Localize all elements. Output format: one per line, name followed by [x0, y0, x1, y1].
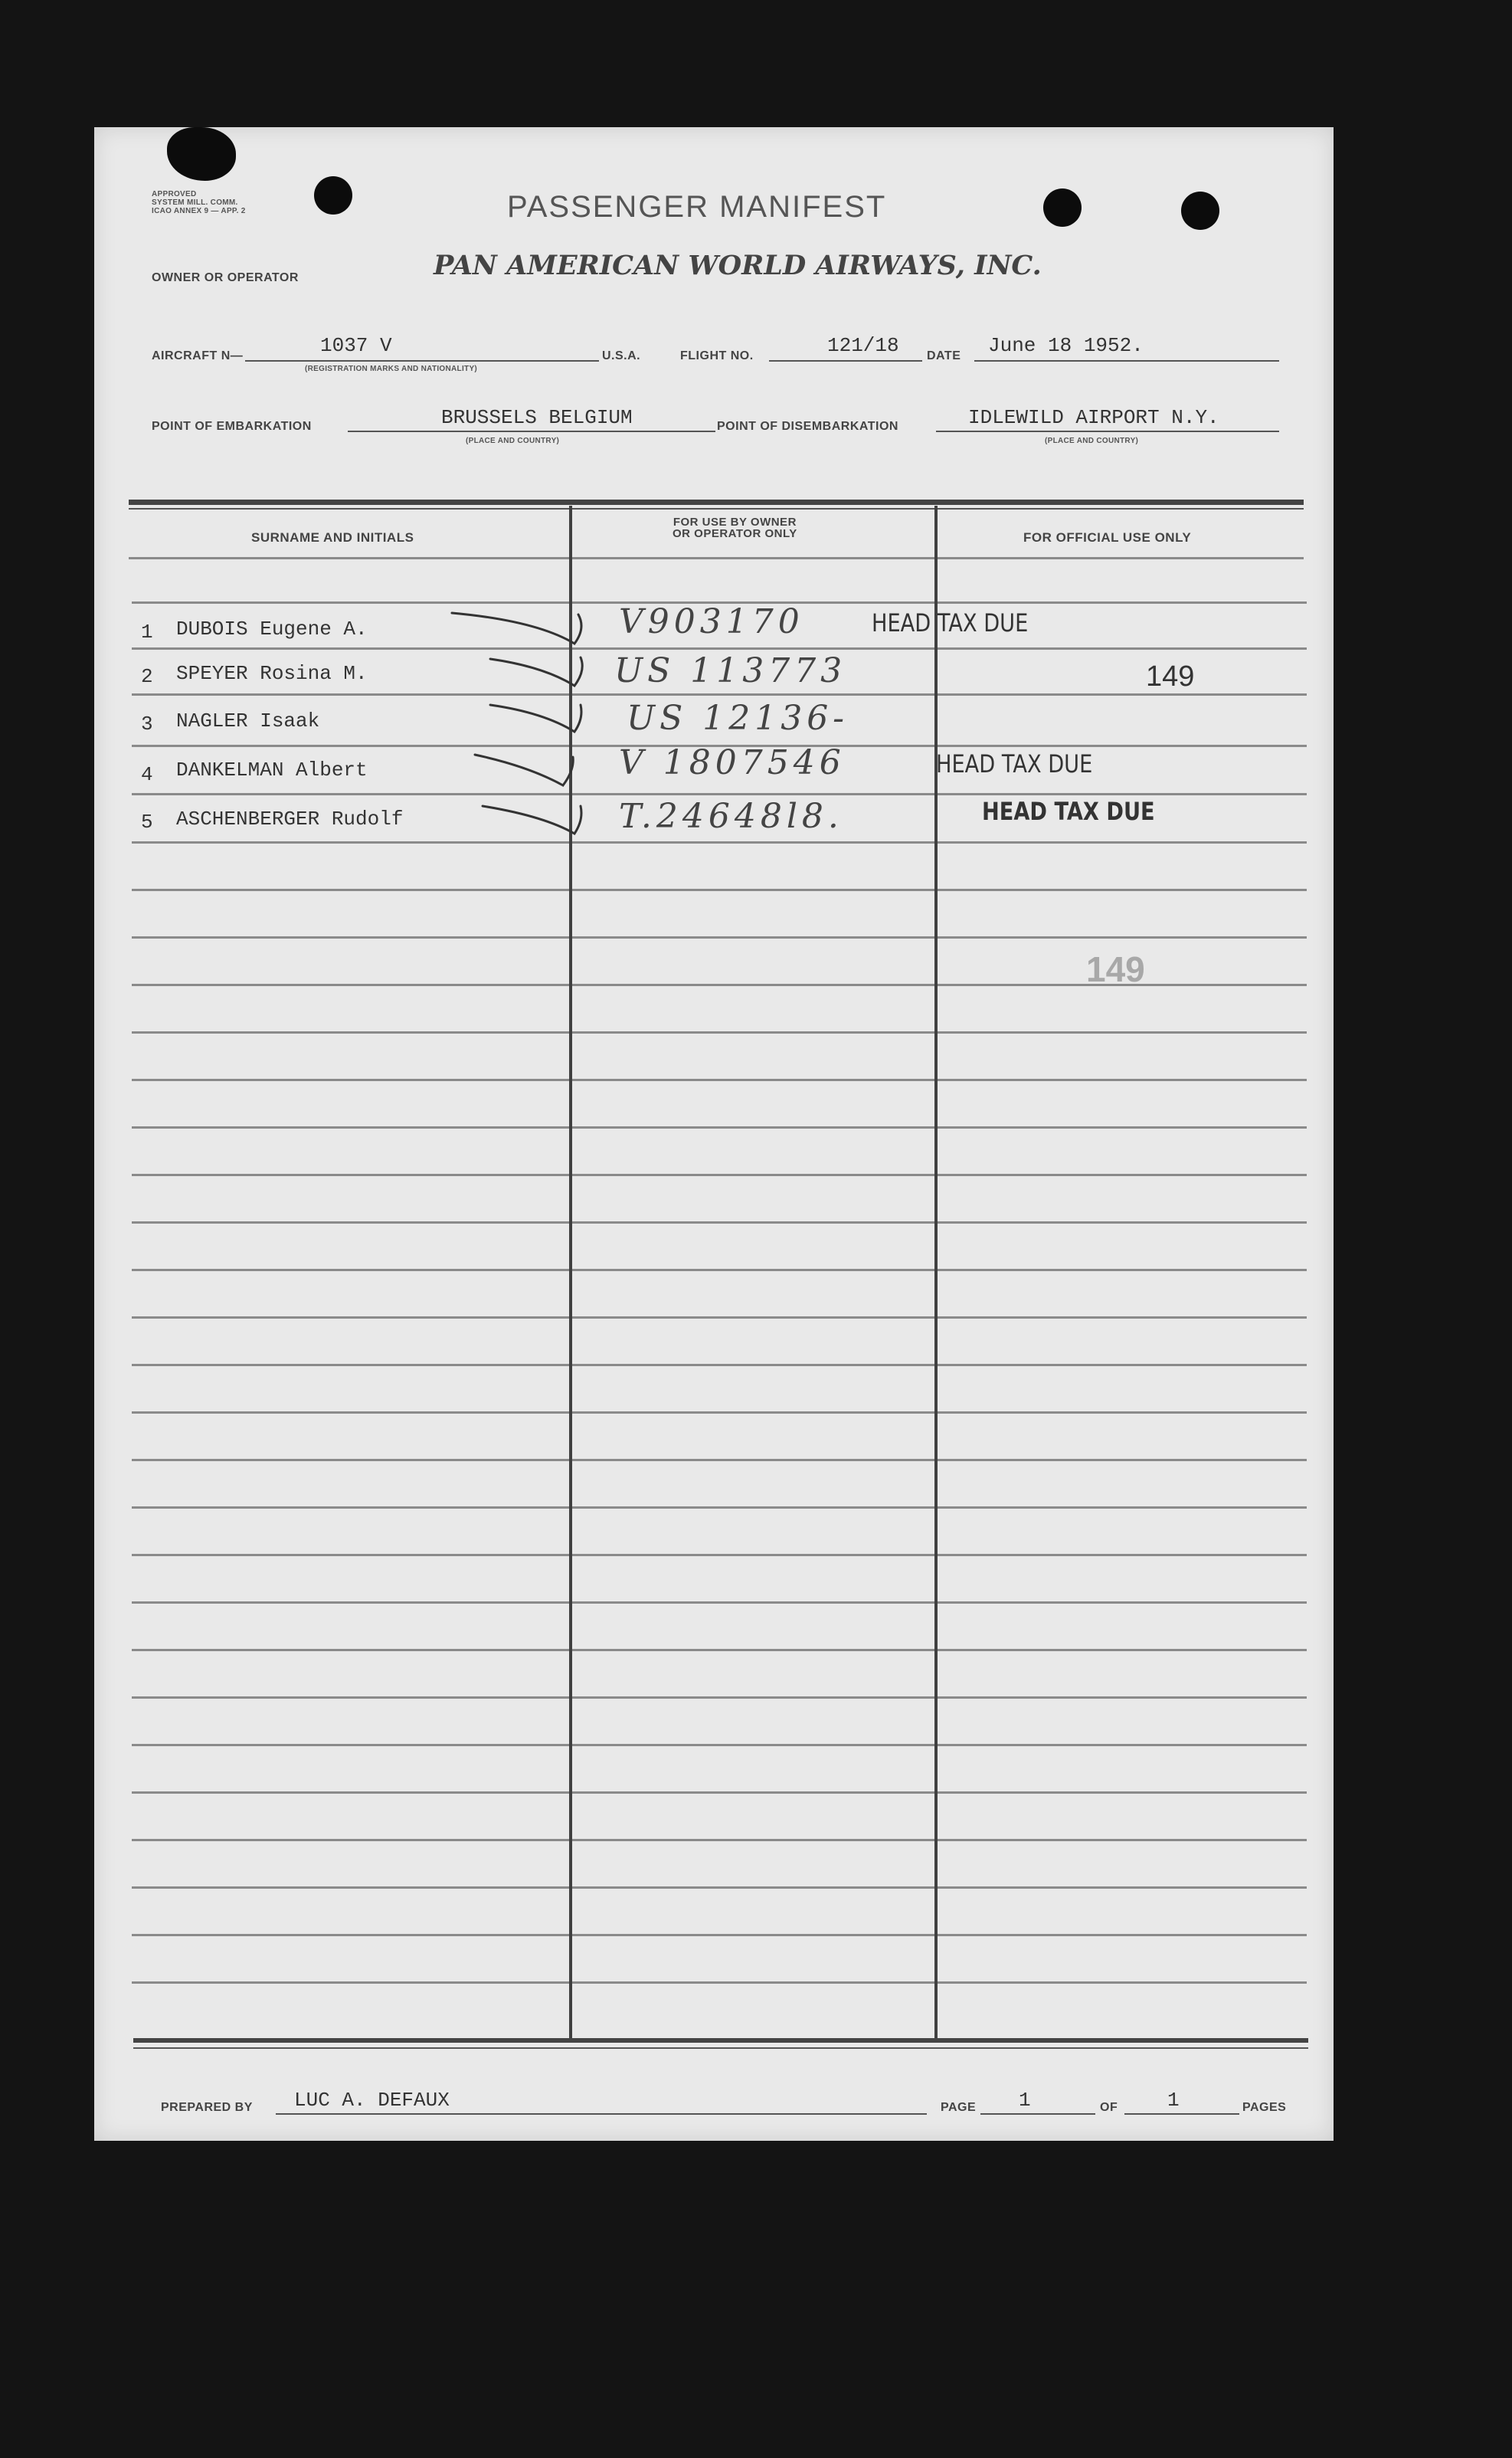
pages-label: PAGES	[1242, 2101, 1287, 2114]
prepared-line	[276, 2113, 927, 2115]
of-label: OF	[1100, 2101, 1118, 2114]
disembark-caption: (PLACE AND COUNTRY)	[1045, 437, 1139, 445]
operator-name: PAN AMERICAN WORLD AIRWAYS, INC.	[434, 250, 1042, 281]
row-number: 3	[141, 713, 153, 736]
row-number: 2	[141, 665, 153, 688]
ruled-line	[132, 793, 1307, 795]
col-header-official: FOR OFFICIAL USE ONLY	[1023, 530, 1192, 545]
official-note: HEAD TAX DUE	[936, 749, 1093, 778]
official-note: HEAD TAX DUE	[982, 797, 1155, 826]
embark-place: BRUSSELS BELGIUM	[441, 406, 633, 429]
ruled-line	[132, 1791, 1307, 1794]
page-label: PAGE	[941, 2101, 977, 2114]
country-label: U.S.A.	[602, 349, 641, 362]
ruled-line	[132, 1221, 1307, 1224]
ruled-line	[132, 1316, 1307, 1319]
ruled-line	[132, 693, 1307, 696]
ruled-line	[132, 1269, 1307, 1271]
col-header-surname: SURNAME AND INITIALS	[251, 530, 414, 545]
ruled-line	[132, 1554, 1307, 1556]
owner-label: OWNER OR OPERATOR	[152, 271, 299, 284]
approval-note: APPROVED SYSTEM MILL. COMM. ICAO ANNEX 9 — APP. 2	[152, 190, 246, 215]
ruled-line	[132, 1506, 1307, 1509]
disembark-line	[936, 431, 1279, 432]
table-top-rule	[129, 500, 1304, 505]
document-number: T.24648l8.	[619, 797, 843, 836]
ruled-line	[132, 1031, 1307, 1034]
row-number: 5	[141, 811, 153, 834]
page-title: PASSENGER MANIFEST	[507, 190, 887, 224]
ruled-line	[132, 936, 1307, 939]
row-number: 4	[141, 763, 153, 786]
official-note: 149	[1146, 660, 1195, 693]
document-number: V 1807546	[619, 743, 846, 782]
ruled-line	[132, 1601, 1307, 1604]
ruled-line	[132, 1079, 1307, 1081]
table-bottom-rule-thin	[133, 2047, 1308, 2049]
page-total: 1	[1167, 2089, 1180, 2112]
page-line	[980, 2113, 1095, 2115]
ruled-line	[132, 1934, 1307, 1936]
aircraft-label: AIRCRAFT N—	[152, 349, 244, 362]
embark-line	[348, 431, 715, 432]
ruled-line	[132, 1126, 1307, 1129]
ruled-line	[132, 1696, 1307, 1699]
flight-line	[769, 360, 922, 362]
ruled-line	[132, 1886, 1307, 1889]
table-top-rule-thin	[129, 508, 1304, 510]
ruled-line	[129, 557, 1304, 559]
passenger-name: DANKELMAN Albert	[176, 759, 368, 782]
prepared-by: LUC A. DEFAUX	[294, 2089, 450, 2112]
official-note: HEAD TAX DUE	[872, 608, 1029, 637]
ruled-line	[132, 1649, 1307, 1651]
passenger-name: DUBOIS Eugene A.	[176, 618, 368, 641]
date-label: DATE	[927, 349, 961, 362]
ruled-line	[132, 1981, 1307, 1984]
aircraft-number: 1037 V	[320, 334, 392, 357]
flight-date: June 18 1952.	[988, 334, 1144, 357]
flight-number: 121/18	[827, 334, 899, 357]
passenger-name: SPEYER Rosina M.	[176, 662, 368, 685]
ruled-line	[132, 1174, 1307, 1176]
ruled-line	[132, 1459, 1307, 1461]
col-header-owner-use: FOR USE BY OWNER OR OPERATOR ONLY	[673, 516, 797, 540]
date-line	[974, 360, 1279, 362]
ruled-line	[132, 1364, 1307, 1366]
check-marks	[444, 605, 597, 850]
ruled-line	[132, 1744, 1307, 1746]
document-number: US 113773	[614, 651, 847, 690]
ruled-line	[132, 647, 1307, 650]
flight-label: FLIGHT NO.	[680, 349, 754, 362]
row-number: 1	[141, 621, 153, 644]
punch-hole-right	[1181, 192, 1219, 230]
page-number: 1	[1019, 2089, 1031, 2112]
embark-label: POINT OF EMBARKATION	[152, 420, 312, 433]
table-bottom-rule	[133, 2038, 1308, 2043]
document-number: V903170	[619, 602, 804, 641]
disembark-label: POINT OF DISEMBARKATION	[717, 420, 898, 433]
embark-caption: (PLACE AND COUNTRY)	[466, 437, 560, 445]
punch-hole-left	[314, 176, 352, 215]
document-number: US 12136-	[627, 699, 849, 738]
column-divider-2	[934, 506, 938, 2038]
aircraft-line	[245, 360, 599, 362]
prepared-label: PREPARED BY	[161, 2101, 253, 2114]
passenger-name: NAGLER Isaak	[176, 710, 320, 732]
ruled-line	[132, 1839, 1307, 1841]
ruled-line	[132, 841, 1307, 844]
ruled-line	[132, 1411, 1307, 1414]
disembark-place: IDLEWILD AIRPORT N.Y.	[968, 406, 1219, 429]
punch-hole-middle	[1043, 188, 1082, 227]
ruled-line	[132, 889, 1307, 891]
of-line	[1124, 2113, 1239, 2115]
registration-caption: (REGISTRATION MARKS AND NATIONALITY)	[305, 365, 478, 373]
faint-stamp: 149	[1086, 949, 1145, 989]
passenger-name: ASCHENBERGER Rudolf	[176, 808, 404, 831]
